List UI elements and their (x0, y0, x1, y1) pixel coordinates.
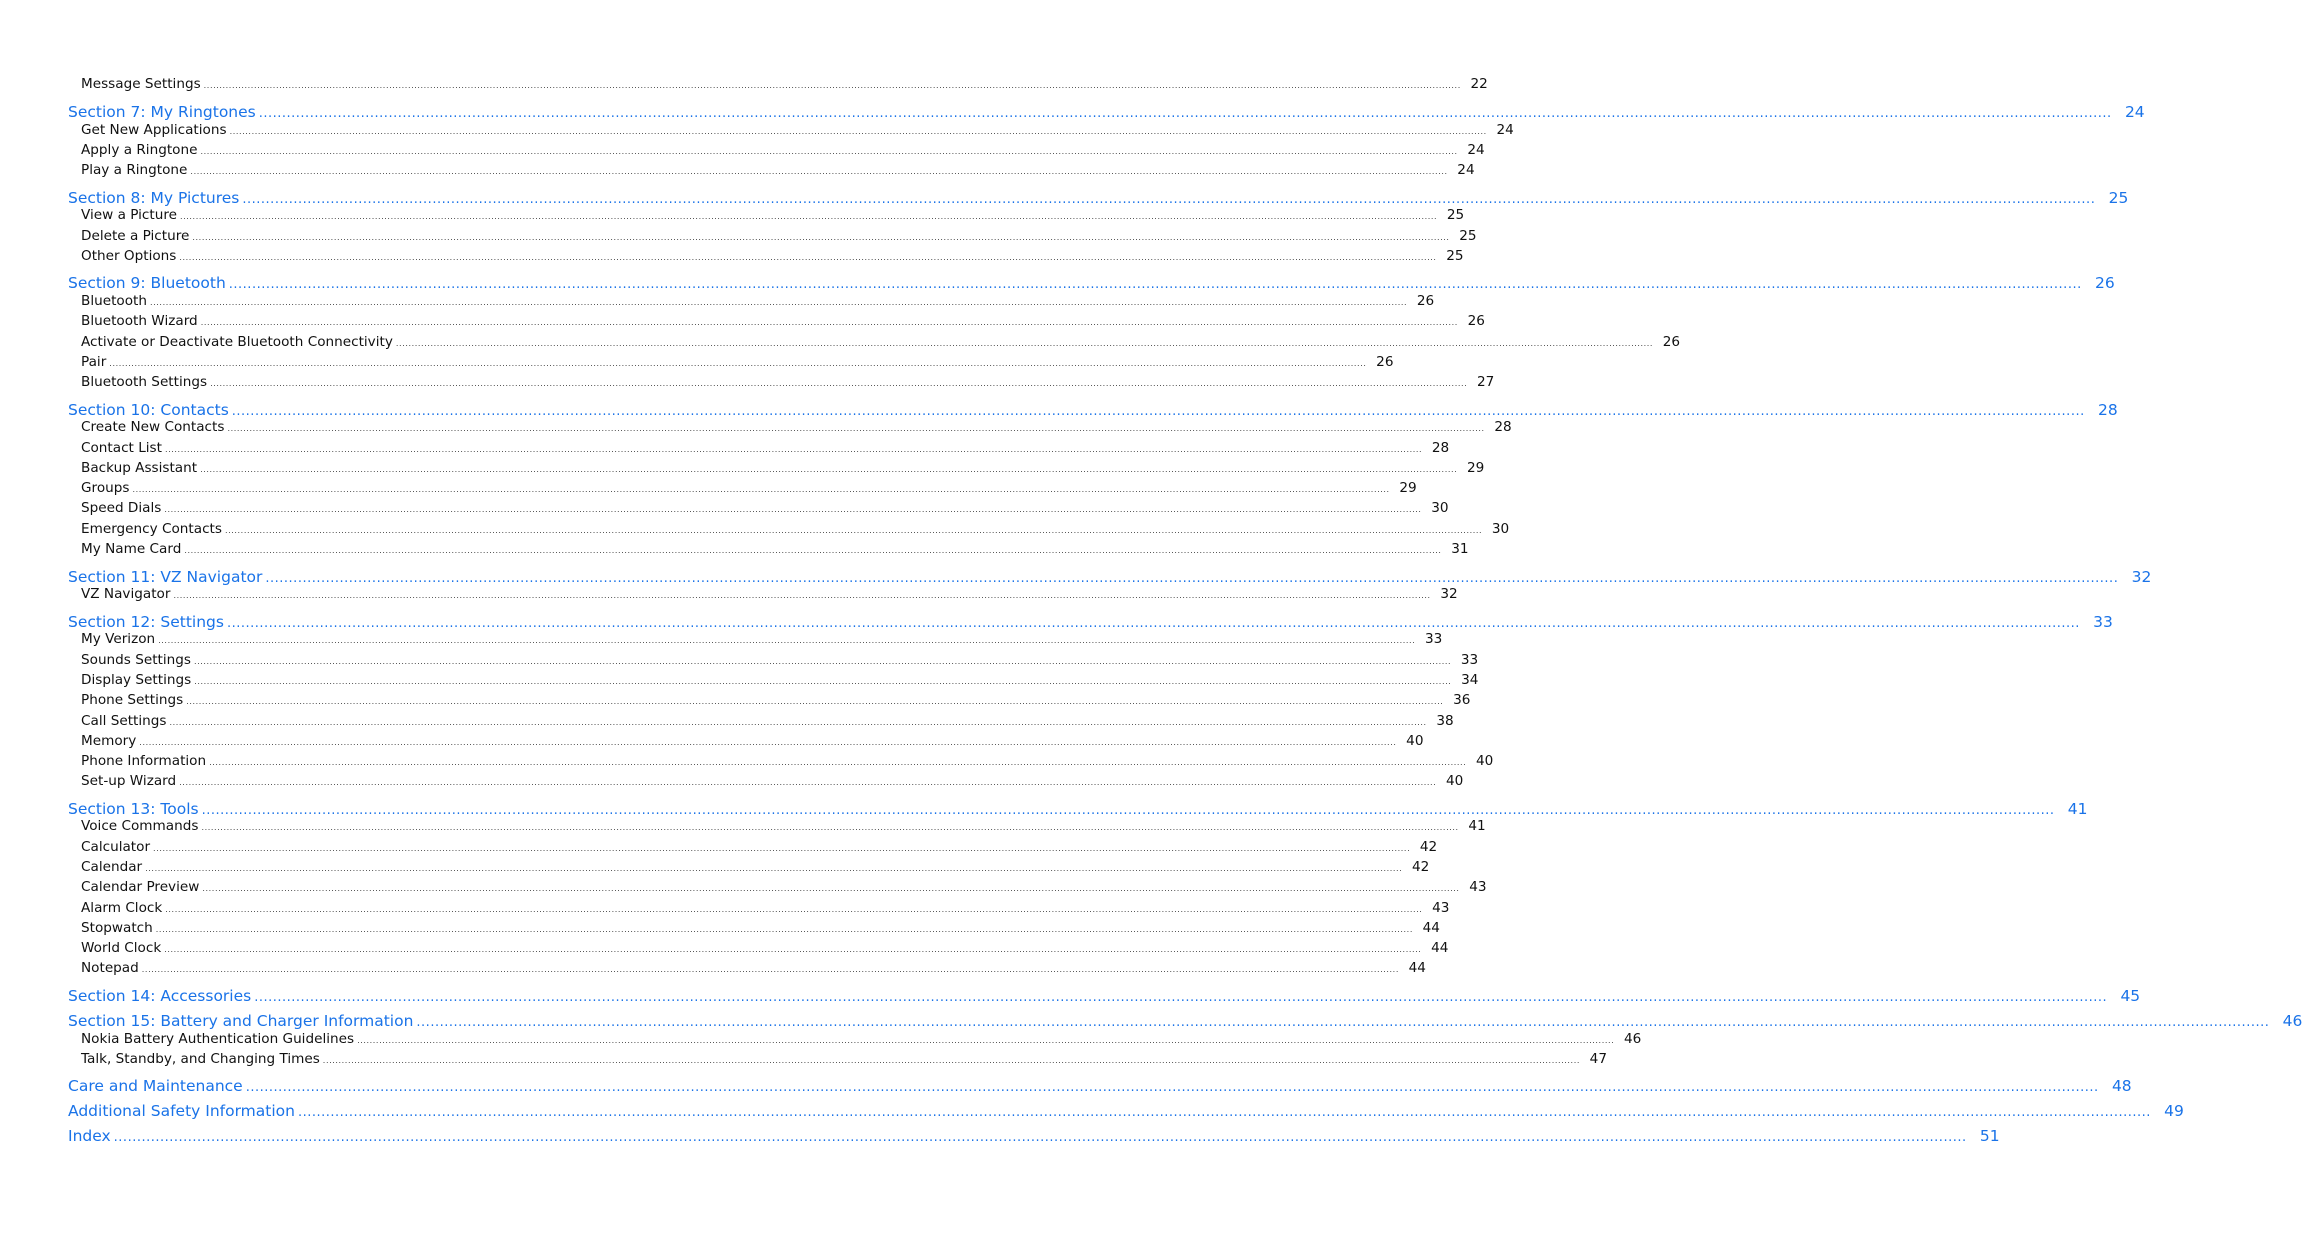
toc-item-row[interactable] (81, 228, 1477, 248)
toc-page-number: 30 (1491, 521, 1510, 537)
toc-item-row[interactable] (81, 293, 1435, 313)
toc-item-row[interactable] (81, 541, 1469, 561)
toc-entry-title: Alarm Clock (81, 900, 163, 916)
toc-page-number: 42 (1412, 859, 1430, 875)
toc-section-row[interactable] (68, 987, 2141, 1009)
dot-leader: ................................................................................................................................................................................................................................................................................................................................................................................................................ (194, 677, 1452, 686)
toc-page-number: 33 (1460, 652, 1479, 668)
toc-page-number: 25 (1459, 228, 1477, 244)
toc-item-row[interactable] (81, 672, 1479, 692)
dot-leader: ................................................................................................................................................................................................................................................................................................................................................................................................................ (158, 636, 1416, 645)
toc-entry-title: Get New Applications (81, 122, 227, 138)
toc-entry-title: Section 11: VZ Navigator (68, 568, 263, 586)
toc-item-row[interactable] (81, 334, 1681, 354)
dot-leader: ................................................................................................................................................................................................................................................................................................................................................................................................................ (201, 823, 1459, 832)
toc-item-row[interactable] (81, 1051, 1607, 1071)
dot-leader: ................................................................................................................................................................................................................................................................................................................................................................................................................ (141, 965, 1399, 974)
dot-leader: ................................................................................................................................................................................................................................................................................................................................................................................................................ (200, 147, 1458, 156)
dot-leader: ................................................................................................................................................................................................................................................................................................................................................................................................................ (322, 1056, 1580, 1065)
toc-page-number: 49 (2164, 1102, 2184, 1120)
dot-leader: ................................................................................................................................................................................................................................................................................................................................................................................................................ (224, 526, 1483, 535)
toc-page-number: 25 (1446, 207, 1465, 223)
toc-item-row[interactable] (81, 374, 1495, 394)
dot-leader: ................................................................................................................................................................................................................................................................................................................................................................................................................ (132, 485, 1390, 494)
toc-item-row[interactable] (81, 713, 1454, 733)
toc-entry-title: Section 14: Accessories (68, 987, 252, 1005)
toc-entry-title: Backup Assistant (81, 460, 198, 476)
toc-page-number: 51 (1979, 1127, 2000, 1145)
toc-entry-title: Phone Settings (81, 692, 184, 708)
toc-page-number: 48 (2111, 1077, 2132, 1095)
toc-item-row[interactable] (81, 521, 1510, 541)
dot-leader: ................................................................................................................................................................................................................................................................................................................................................................................................................ (228, 277, 2082, 292)
toc-item-row[interactable] (81, 419, 1512, 439)
toc-entry-title: Call Settings (81, 713, 167, 729)
toc-section-row[interactable] (68, 1127, 2000, 1149)
toc-item-row[interactable] (81, 1031, 1642, 1051)
dot-leader: ................................................................................................................................................................................................................................................................................................................................................................................................................ (165, 905, 1423, 914)
toc-page-number: 40 (1476, 753, 1494, 769)
toc-item-row[interactable] (81, 440, 1450, 460)
toc-entry-title: Emergency Contacts (81, 521, 222, 537)
dot-leader: ................................................................................................................................................................................................................................................................................................................................................................................................................ (193, 657, 1452, 666)
toc-entry-title: Bluetooth (81, 293, 147, 309)
toc-page-number: 29 (1466, 460, 1485, 476)
toc-entry-title: Stopwatch (81, 920, 153, 936)
dot-leader: ................................................................................................................................................................................................................................................................................................................................................................................................................ (226, 616, 2080, 631)
toc-page-number: 26 (1467, 313, 1485, 329)
toc-page-number: 28 (2097, 401, 2118, 419)
toc-page-number: 25 (1446, 248, 1464, 264)
toc-entry-title: Calendar Preview (81, 879, 200, 895)
toc-page-number: 28 (1431, 440, 1450, 456)
toc-page-number: 47 (1589, 1051, 1607, 1067)
dot-leader: ................................................................................................................................................................................................................................................................................................................................................................................................................ (200, 465, 1458, 474)
toc-entry-title: Activate or Deactivate Bluetooth Connectivity (81, 334, 393, 350)
dot-leader: ................................................................................................................................................................................................................................................................................................................................................................................................................ (192, 233, 1450, 242)
toc-entry-title: Section 10: Contacts (68, 401, 229, 419)
toc-item-row[interactable] (81, 460, 1485, 480)
dot-leader: ................................................................................................................................................................................................................................................................................................................................................................................................................ (254, 990, 2108, 1005)
toc-page-number: 29 (1399, 480, 1417, 496)
toc-page-number: 42 (1419, 839, 1438, 855)
toc-page-number: 24 (1496, 122, 1514, 138)
dot-leader: ................................................................................................................................................................................................................................................................................................................................................................................................................ (164, 445, 1423, 454)
toc-page-number: 28 (1494, 419, 1512, 435)
toc-entry-title: Section 15: Battery and Charger Information (68, 1012, 414, 1030)
toc-item-row[interactable] (81, 773, 1464, 793)
dot-leader: ................................................................................................................................................................................................................................................................................................................................................................................................................ (179, 253, 1437, 262)
toc-entry-title: Additional Safety Information (68, 1102, 295, 1120)
toc-page-number: 33 (2093, 613, 2113, 631)
toc-entry-title: My Name Card (81, 541, 182, 557)
dot-leader: ................................................................................................................................................................................................................................................................................................................................................................................................................ (297, 1105, 2151, 1120)
dot-leader: ................................................................................................................................................................................................................................................................................................................................................................................................................ (210, 379, 1468, 388)
toc-entry-title: Bluetooth Wizard (81, 313, 198, 329)
toc-entry-title: Message Settings (81, 76, 201, 92)
toc-entry-title: View a Picture (81, 207, 177, 223)
toc-entry-title: Notepad (81, 960, 139, 976)
toc-entry-title: Section 8: My Pictures (68, 189, 240, 207)
toc-entry-title: Play a Ringtone (81, 162, 188, 178)
toc-item-row[interactable] (81, 631, 1443, 651)
toc-page-number: 31 (1451, 541, 1469, 557)
toc-entry-title: VZ Navigator (81, 586, 171, 602)
toc-page-number: 41 (2067, 800, 2088, 818)
toc-page-number: 44 (1422, 920, 1440, 936)
dot-leader: ................................................................................................................................................................................................................................................................................................................................................................................................................ (164, 505, 1422, 514)
toc-entry-title: Pair (81, 354, 107, 370)
dot-leader: ................................................................................................................................................................................................................................................................................................................................................................................................................ (153, 844, 1411, 853)
toc-item-row[interactable] (81, 122, 1514, 142)
toc-item-row[interactable] (81, 960, 1426, 980)
toc-page-number: 38 (1436, 713, 1454, 729)
toc-entry-title: Section 9: Bluetooth (68, 274, 226, 292)
dot-leader: ................................................................................................................................................................................................................................................................................................................................................................................................................ (109, 359, 1367, 368)
toc-entry-title: Other Options (81, 248, 177, 264)
toc-section-row[interactable] (68, 1102, 2184, 1124)
dot-leader: ................................................................................................................................................................................................................................................................................................................................................................................................................ (209, 758, 1467, 767)
dot-leader: ................................................................................................................................................................................................................................................................................................................................................................................................................ (164, 945, 1422, 954)
toc-entry-title: Care and Maintenance (68, 1077, 243, 1095)
toc-page-number: 41 (1468, 818, 1486, 834)
toc-entry-title: Index (68, 1127, 111, 1145)
toc-item-row[interactable] (81, 162, 1475, 182)
dot-leader: ................................................................................................................................................................................................................................................................................................................................................................................................................ (150, 298, 1408, 307)
toc-page-number: 46 (2282, 1012, 2302, 1030)
toc-item-row[interactable] (81, 207, 1465, 227)
toc-entry-title: Create New Contacts (81, 419, 225, 435)
toc-entry-title: Calculator (81, 839, 151, 855)
dot-leader: ................................................................................................................................................................................................................................................................................................................................................................................................................ (265, 571, 2119, 586)
toc-page-number: 24 (2124, 103, 2145, 121)
toc-page-number: 33 (1425, 631, 1443, 647)
toc-page-number: 45 (2120, 987, 2141, 1005)
dot-leader: ................................................................................................................................................................................................................................................................................................................................................................................................................ (200, 318, 1458, 327)
toc-entry-title: Section 12: Settings (68, 613, 224, 631)
dot-leader: ................................................................................................................................................................................................................................................................................................................................................................................................................ (139, 738, 1397, 747)
dot-leader: ................................................................................................................................................................................................................................................................................................................................................................................................................ (258, 106, 2112, 121)
toc-page-number: 26 (1416, 293, 1435, 309)
toc-item-row[interactable] (81, 818, 1486, 838)
toc-item-row[interactable] (81, 859, 1430, 879)
dot-leader: ................................................................................................................................................................................................................................................................................................................................................................................................................ (416, 1015, 2270, 1030)
toc-entry-title: Groups (81, 480, 130, 496)
dot-leader: ................................................................................................................................................................................................................................................................................................................................................................................................................ (155, 925, 1413, 934)
dot-leader: ................................................................................................................................................................................................................................................................................................................................................................................................................ (179, 212, 1438, 221)
toc-item-row[interactable] (81, 879, 1487, 899)
toc-item-row[interactable] (81, 248, 1464, 268)
toc-page-number: 30 (1431, 500, 1449, 516)
toc-item-row[interactable] (81, 753, 1494, 773)
dot-leader: ................................................................................................................................................................................................................................................................................................................................................................................................................ (242, 192, 2096, 207)
toc-page-number: 32 (1440, 586, 1458, 602)
dot-leader: ................................................................................................................................................................................................................................................................................................................................................................................................................ (227, 424, 1485, 433)
toc-item-row[interactable] (81, 142, 1485, 162)
toc-item-row[interactable] (81, 652, 1479, 672)
dot-leader: ................................................................................................................................................................................................................................................................................................................................................................................................................ (395, 339, 1654, 348)
toc-item-row[interactable] (81, 313, 1485, 333)
toc-entry-title: Section 13: Tools (68, 800, 199, 818)
toc-entry-title: Calendar (81, 859, 143, 875)
toc-page-number: 24 (1467, 142, 1485, 158)
toc-page-number: 34 (1461, 672, 1479, 688)
toc-item-row[interactable] (81, 500, 1449, 520)
toc-entry-title: Memory (81, 733, 137, 749)
toc-section-row[interactable] (68, 1077, 2132, 1099)
toc-item-row[interactable] (81, 940, 1449, 960)
dot-leader: ................................................................................................................................................................................................................................................................................................................................................................................................................ (184, 546, 1442, 555)
toc-item-row[interactable] (81, 76, 1488, 96)
toc-entry-title: Display Settings (81, 672, 192, 688)
dot-leader: ................................................................................................................................................................................................................................................................................................................................................................................................................ (245, 1080, 2099, 1095)
toc-page-number: 46 (1623, 1031, 1642, 1047)
toc-page-number: 22 (1470, 76, 1488, 92)
toc-page-number: 40 (1406, 733, 1424, 749)
toc-page-number: 40 (1446, 773, 1464, 789)
toc-entry-title: Phone Information (81, 753, 207, 769)
toc-page-number: 26 (2094, 274, 2115, 292)
toc-entry-title: Talk, Standby, and Changing Times (81, 1051, 320, 1067)
toc-page-number: 43 (1469, 879, 1487, 895)
dot-leader: ................................................................................................................................................................................................................................................................................................................................................................................................................ (229, 127, 1487, 136)
toc-item-row[interactable] (81, 900, 1450, 920)
toc-page-number: 43 (1432, 900, 1450, 916)
dot-leader: ................................................................................................................................................................................................................................................................................................................................................................................................................ (231, 404, 2085, 419)
toc-page-number: 27 (1476, 374, 1495, 390)
dot-leader: ................................................................................................................................................................................................................................................................................................................................................................................................................ (145, 864, 1403, 873)
toc-item-row[interactable] (81, 839, 1438, 859)
toc-entry-title: Voice Commands (81, 818, 199, 834)
toc-item-row[interactable] (81, 586, 1458, 606)
dot-leader: ................................................................................................................................................................................................................................................................................................................................................................................................................ (202, 884, 1460, 893)
toc-item-row[interactable] (81, 920, 1440, 940)
dot-leader: ................................................................................................................................................................................................................................................................................................................................................................................................................ (169, 718, 1427, 727)
toc-entry-title: Contact List (81, 440, 162, 456)
toc-page-number: 26 (1662, 334, 1681, 350)
toc-page-number: 44 (1431, 940, 1449, 956)
toc-item-row[interactable] (81, 354, 1394, 374)
toc-page-number: 32 (2131, 568, 2152, 586)
toc-entry-title: Speed Dials (81, 500, 162, 516)
toc-entry-title: Set-up Wizard (81, 773, 177, 789)
toc-page-number: 25 (2108, 189, 2129, 207)
toc-page-number: 26 (1376, 354, 1394, 370)
toc-entry-title: Section 7: My Ringtones (68, 103, 256, 121)
toc-item-row[interactable] (81, 480, 1417, 500)
toc-entry-title: Nokia Battery Authentication Guidelines (81, 1031, 355, 1047)
dot-leader: ................................................................................................................................................................................................................................................................................................................................................................................................................ (173, 591, 1431, 600)
dot-leader: ................................................................................................................................................................................................................................................................................................................................................................................................................ (186, 697, 1444, 706)
toc-entry-title: Sounds Settings (81, 652, 191, 668)
dot-leader: ................................................................................................................................................................................................................................................................................................................................................................................................................ (190, 167, 1448, 176)
toc-entry-title: World Clock (81, 940, 162, 956)
toc-page-number: 44 (1408, 960, 1426, 976)
toc-entry-title: My Verizon (81, 631, 156, 647)
toc-page-number: 36 (1453, 692, 1471, 708)
dot-leader: ................................................................................................................................................................................................................................................................................................................................................................................................................ (201, 803, 2055, 818)
toc-entry-title: Apply a Ringtone (81, 142, 198, 158)
dot-leader: ................................................................................................................................................................................................................................................................................................................................................................................................................ (203, 81, 1461, 90)
toc-page-number: 24 (1457, 162, 1475, 178)
toc-item-row[interactable] (81, 733, 1424, 753)
toc-item-row[interactable] (81, 692, 1471, 712)
toc-entry-title: Bluetooth Settings (81, 374, 208, 390)
toc-entry-title: Delete a Picture (81, 228, 190, 244)
dot-leader: ................................................................................................................................................................................................................................................................................................................................................................................................................ (113, 1130, 1967, 1145)
dot-leader: ................................................................................................................................................................................................................................................................................................................................................................................................................ (179, 778, 1437, 787)
dot-leader: ................................................................................................................................................................................................................................................................................................................................................................................................................ (357, 1036, 1615, 1045)
